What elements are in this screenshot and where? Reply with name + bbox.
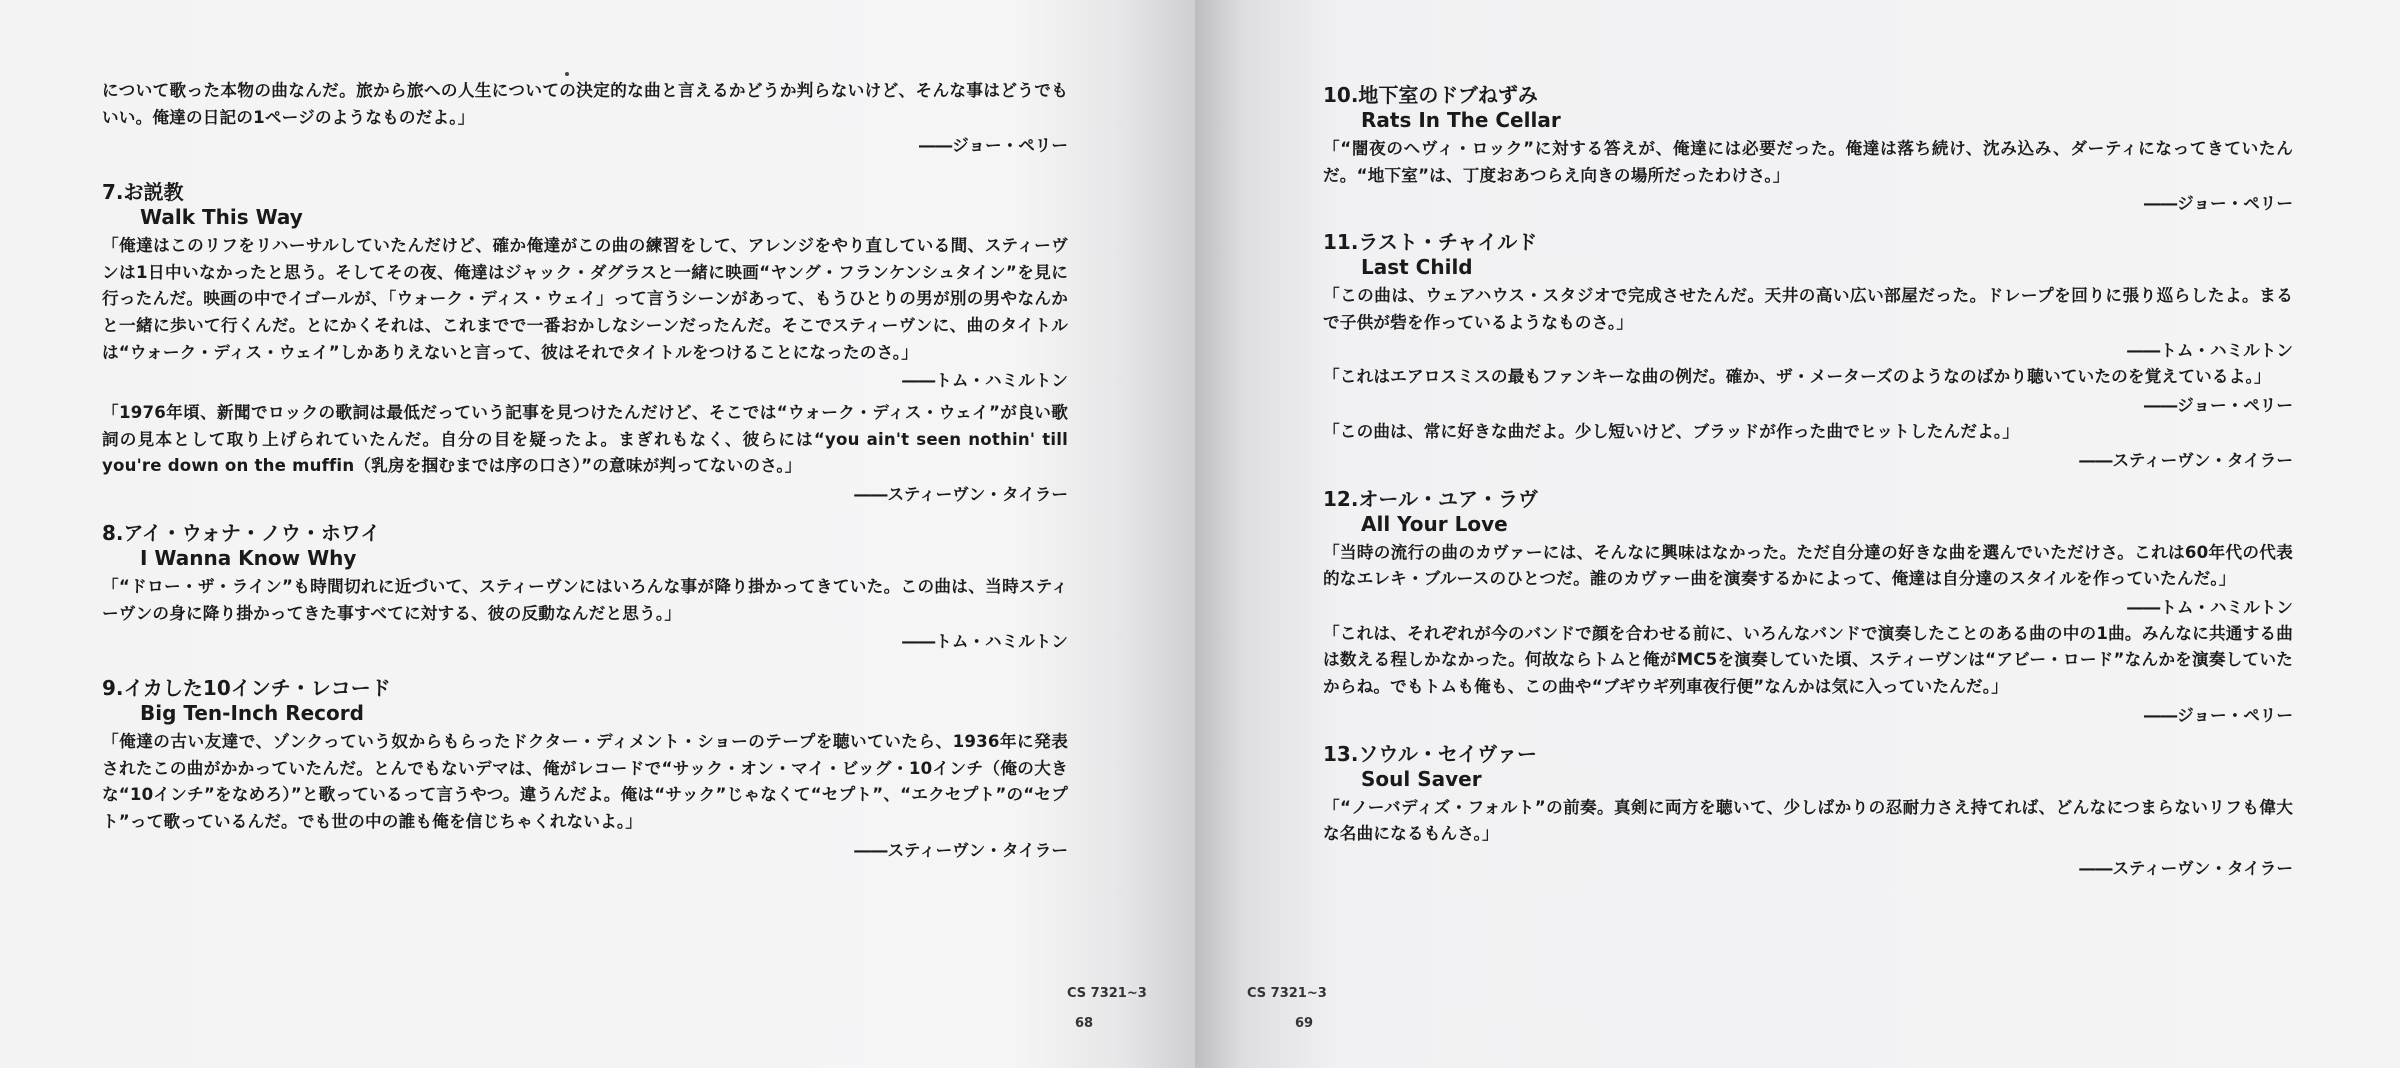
track-12-quote-2: 「これは、それぞれが今のバンドで顔を合わせる前に、いろんなバンドで演奏したことのある曲の中の1曲。みんなに共通する曲は数える程しかなかった。何故ならトムと俺がMC5を演奏していた頃、スティーヴンは“アビー・ロード”なんかを演奏していたからね。でもトムも俺も、この曲や“ブギウギ列車夜行便”なんかは気に入っていたんだ。」 — [1323, 623, 2293, 696]
track-12-quote-1: 「当時の流行の曲のカヴァーには、そんなに興味はなかった。ただ自分達の好きな曲を選んでいただけさ。これは60年代の代表的なエレキ・ブルースのひとつだ。誰のカヴァー曲を演奏するかによって、俺達は自分達のスタイルを作っていたんだ。」 — [1323, 542, 2293, 589]
left-column — [102, 78, 1068, 864]
track-11-quote-3: 「この曲は、常に好きな曲だよ。少し短いけど、ブラッドが作った曲でヒットしたんだよ。」 — [1323, 421, 2020, 441]
track-7-quote-1: 「俺達はこのリフをリハーサルしていたんだけど、確か俺達がこの曲の練習をして、アレンジをやり直している間、スティーヴンは1日中いなかったと思う。そしてその夜、俺達はジャック・ダグラスと一緒に映画“ヤング・フランケンシュタイン”を見に行ったんだ。映画の中でイゴールが、「ウォーク・ディス・ウェイ」って言うシーンがあって、もうひとりの男が別の男やなんかと一緒に歩いて行くんだ。とにかくそれは、これまでで一番おかしなシーンだったんだ。そこでスティーヴンに、曲のタイトルは“ウォーク・ディス・ウェイ”しかありえないと言って、彼はそれでタイトルをつけることになったのさ。」 — [102, 236, 1068, 362]
track-7-quote-2: 「1976年頃、新聞でロックの歌詞は最低だっていう記事を見つけたんだけど、そこでは“ウォーク・ディス・ウェイ”が良い歌詞の見本として取り上げられていたんだ。自分の目を疑ったよ。まぎれもなく、彼らには“you ain't seen nothin' till you're down on the muffin（乳房を掴むまでは序の口さ）”の意味が判ってないのさ。」 — [102, 403, 1068, 476]
track-13-title-en: Soul Saver — [1361, 766, 1482, 791]
track-10-title-en: Rats In The Cellar — [1361, 108, 1561, 132]
track-11-attribution-3: ――スティーヴン・タイラー — [2079, 450, 2293, 470]
track-11-title-en: Last Child — [1361, 255, 1473, 280]
track-11-attribution-2: ――ジョー・ペリー — [2143, 395, 2293, 415]
track-9-title-jp: 9.イカした10インチ・レコード — [102, 676, 391, 701]
intro-paragraph: について歌った本物の曲なんだ。旅から旅への人生についての決定的な曲と言えるかどうか判らないけど、そんな事はどうでもいい。俺達の日記の1ページのようなものだよ。」 — [102, 81, 1068, 127]
track-8-title-jp: 8.アイ・ウォナ・ノウ・ホワイ — [102, 520, 381, 545]
right-page-number: 69 — [1295, 1016, 1314, 1031]
track-7-attribution-1: ――トム・ハミルトン — [902, 371, 1068, 391]
track-12-attribution-1: ――トム・ハミルトン — [2127, 597, 2293, 617]
track-13-title-jp: 13.ソウル・セイヴァー — [1323, 741, 1538, 766]
track-9-title-en: Big Ten-Inch Record — [140, 701, 364, 726]
track-13-quote-1: 「“ノーバディズ・フォルト”の前奏。真剣に両方を聴いて、少しばかりの忍耐力さえ持てれば、どんなにつまらないリフも偉大な名曲になるもんさ。」 — [1323, 797, 2293, 844]
right-page — [1195, 0, 2400, 1068]
left-page-number: 68 — [1075, 1016, 1094, 1031]
track-9-quote-1: 「俺達の古い友達で、ゾンクっていう奴からもらったドクター・ディメント・ショーのテープを聴いていたら、1936年に発表されたこの曲がかかっていたんだ。とんでもないデマは、俺がレコードで“サック・オン・マイ・ビッグ・10インチ（俺の大きな“10インチ”をなめろ）”と歌っているって言うやつ。違うんだよ。俺は“サック”じゃなくて“セプト”、“エクセプト”の“セプト”って歌っているんだ。でも世の中の誰も俺を信じちゃくれないよ。」 — [102, 732, 1068, 831]
track-12-title-jp: 12.オール・ユア・ラヴ — [1323, 486, 1539, 511]
track-12-attribution-2: ――ジョー・ペリー — [2143, 705, 2293, 725]
track-10-attribution-1: ――ジョー・ペリー — [2143, 194, 2293, 214]
left-page — [0, 0, 1195, 1068]
track-8-attribution-1: ――トム・ハミルトン — [902, 632, 1068, 652]
track-13-attribution-1: ――スティーヴン・タイラー — [2079, 858, 2293, 878]
intro-attribution: ――ジョー・ペリー — [918, 136, 1068, 156]
track-10-title-jp: 10.地下室のドブねずみ — [1323, 83, 1538, 107]
track-8-title-en: I Wanna Know Why — [140, 545, 357, 570]
track-8-quote-1: 「“ドロー・ザ・ライン”も時間切れに近づいて、スティーヴンにはいろんな事が降り掛かってきていた。この曲は、当時スティーヴンの身に降り掛かってきた事すべてに対する、彼の反動なんだと思う。」 — [102, 576, 1068, 623]
track-11-quote-1: 「この曲は、ウェアハウス・スタジオで完成させたんだ。天井の高い広い部屋だった。ドレープを回りに張り巡らしたよ。まるで子供が砦を作っているようなものさ。」 — [1323, 286, 2293, 332]
track-11-quote-2: 「これはエアロスミスの最もファンキーな曲の例だ。確か、ザ・メーターズのようなのばかり聴いていたのを覚えているよ。」 — [1323, 367, 2271, 387]
right-column — [1323, 82, 2293, 882]
right-catalog-number: CS 7321~3 — [1247, 986, 1327, 1001]
speck-dot — [565, 72, 569, 76]
track-7-title-en: Walk This Way — [140, 205, 303, 230]
track-7-title-jp: 7.お説教 — [102, 180, 184, 205]
track-10-quote-1: 「“闇夜のヘヴィ・ロック”に対する答えが、俺達には必要だった。俺達は落ち続け、沈み込み、ダーティになってきていたんだ。“地下室”は、丁度おあつらえ向きの場所だったわけさ。」 — [1323, 139, 2293, 185]
track-9-attribution-1: ――スティーヴン・タイラー — [854, 840, 1068, 860]
track-7-attribution-2: ――スティーヴン・タイラー — [854, 484, 1068, 504]
track-11-title-jp: 11.ラスト・チャイルド — [1323, 230, 1538, 255]
left-catalog-number: CS 7321~3 — [1067, 986, 1147, 1001]
track-11-attribution-1: ――トム・ハミルトン — [2127, 341, 2293, 361]
track-12-title-en: All Your Love — [1361, 511, 1508, 536]
